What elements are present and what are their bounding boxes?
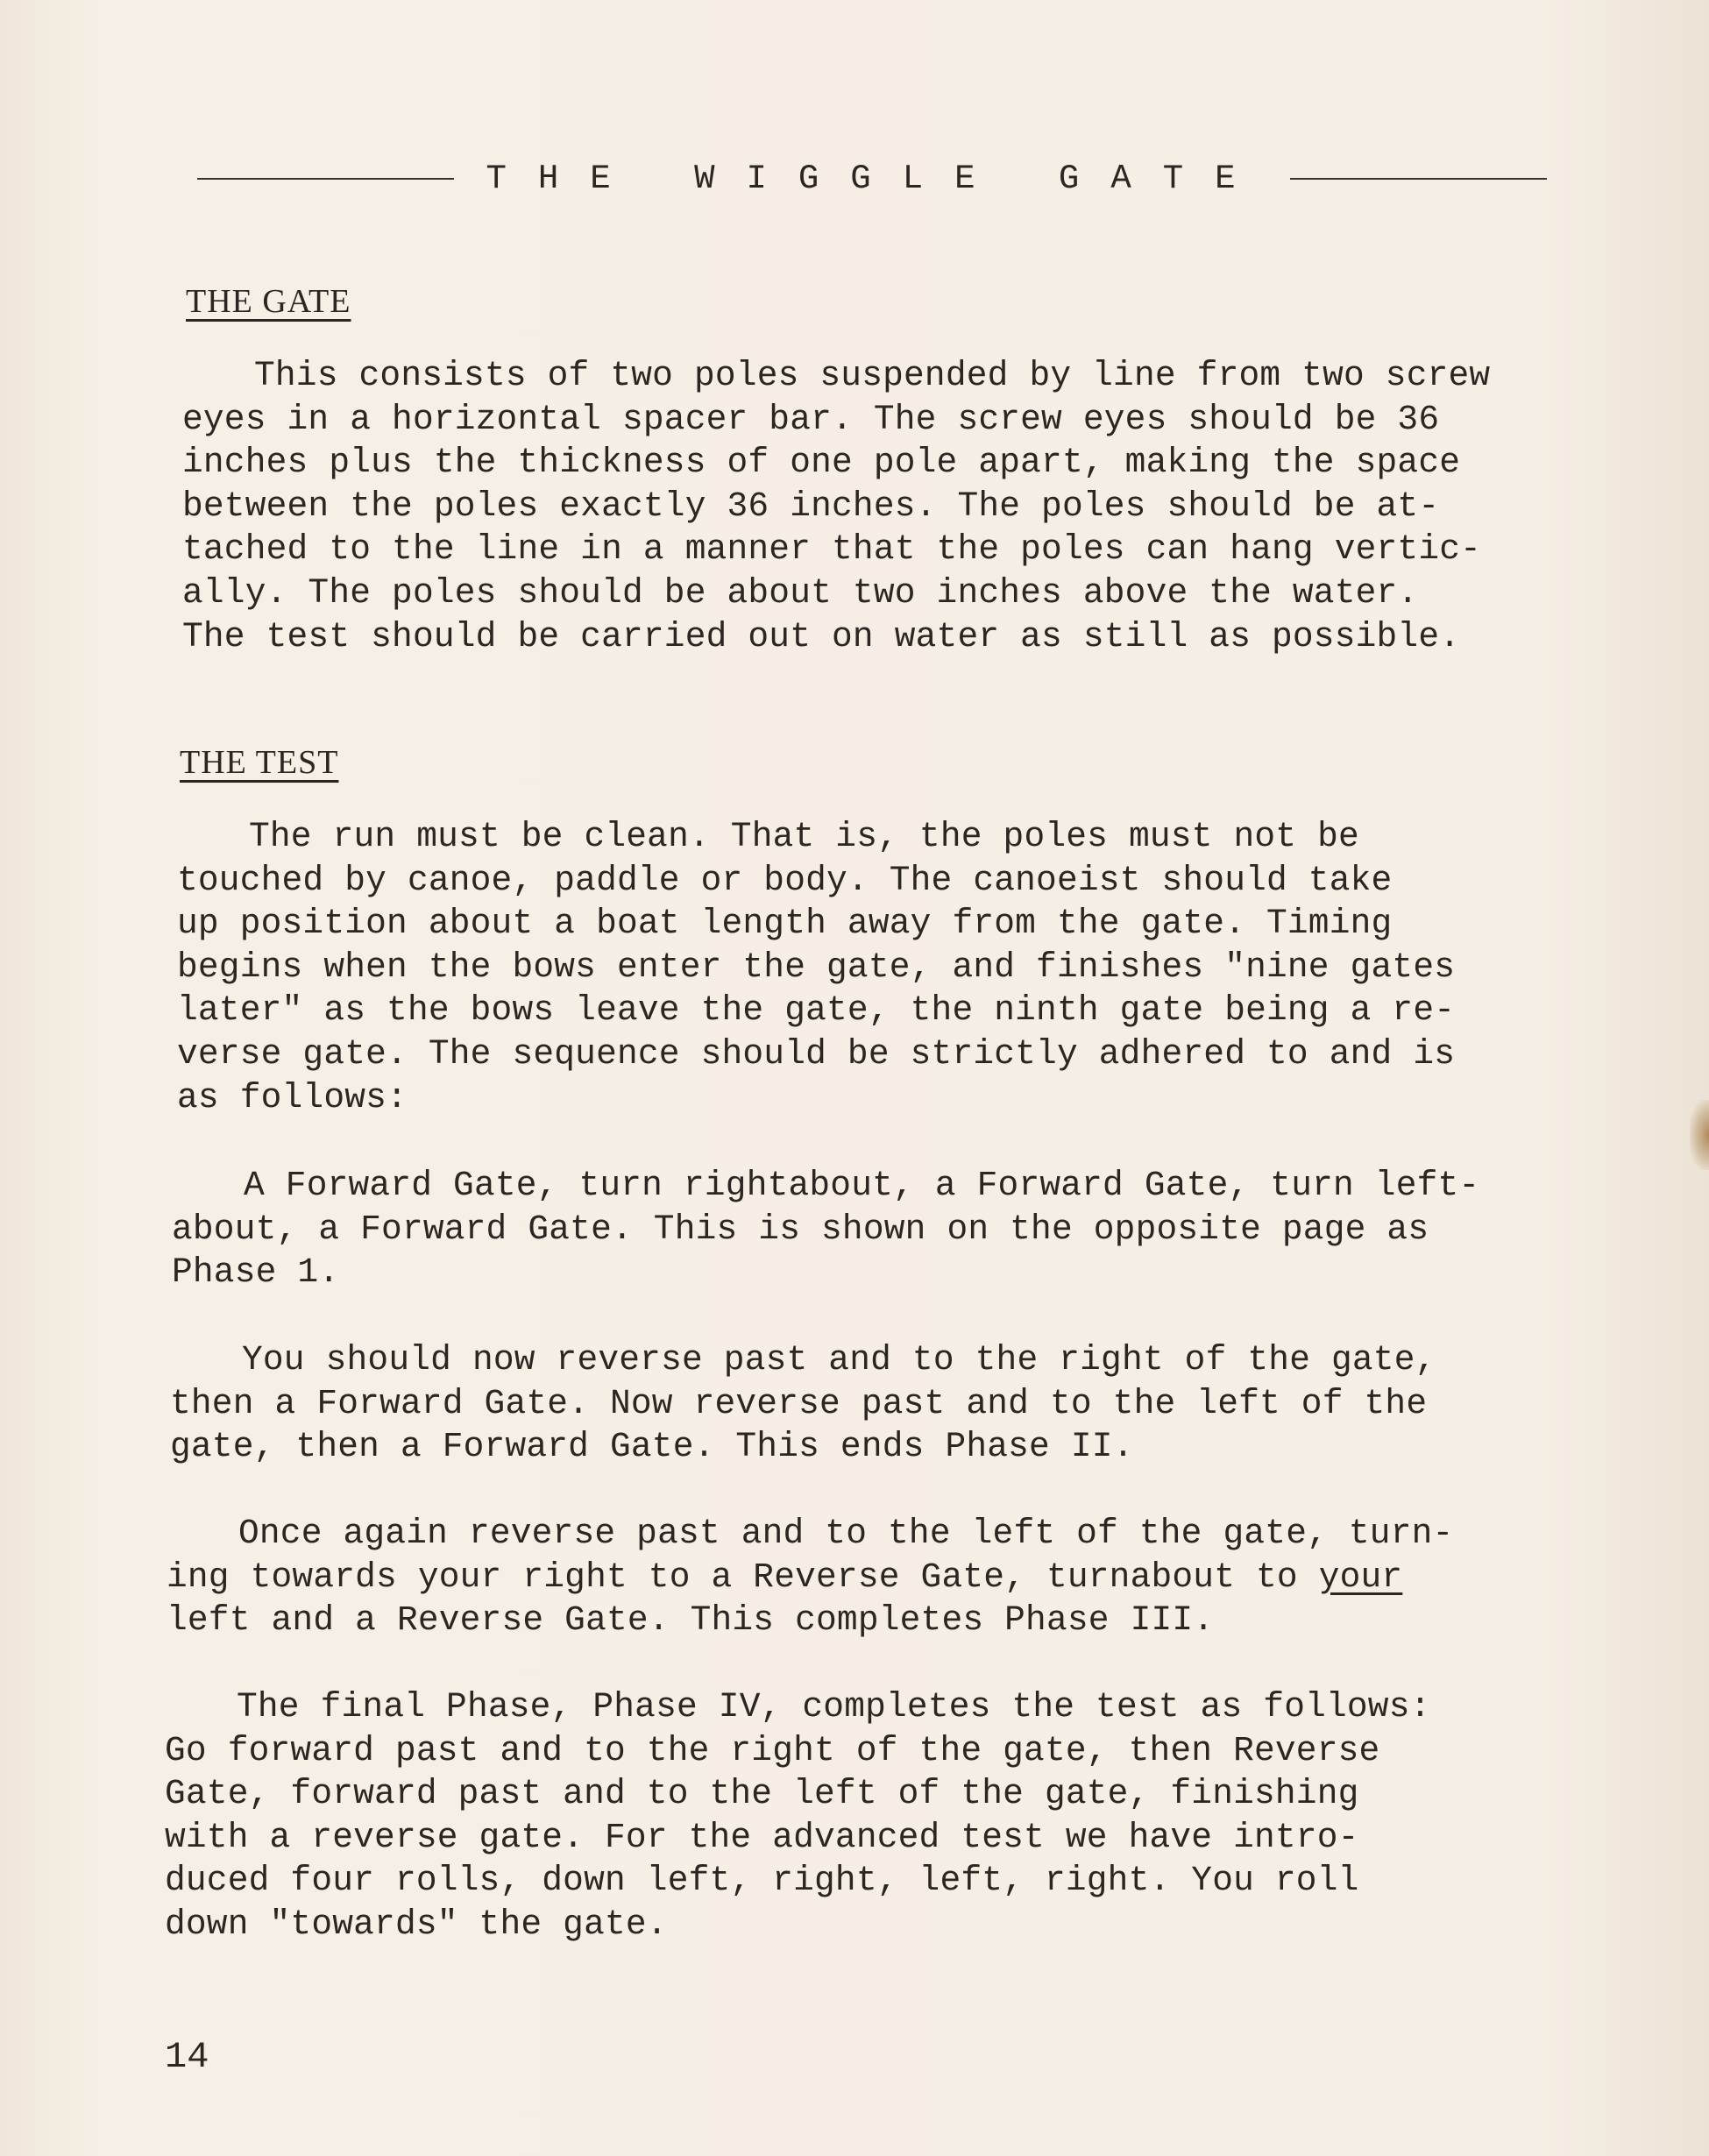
underlined-word: your <box>1318 1557 1403 1597</box>
text-line: verse gate. The sequence should be strictly adhered to and is <box>177 1033 1456 1074</box>
text-line: about, a Forward Gate. This is shown on the opposite page as <box>172 1209 1429 1249</box>
text-line: ally. The poles should be about two inches above the water. <box>182 572 1419 613</box>
text-line: up position about a boat length away from the gate. Timing <box>177 904 1393 944</box>
text-line: later" as the bows leave the gate, the ninth gate being a re- <box>177 990 1456 1031</box>
text-line: Phase 1. <box>172 1252 340 1293</box>
text-line: Once again reverse past and to the left of the gate, turn- <box>238 1514 1454 1553</box>
test-paragraph-phase-4 <box>165 1685 1532 1947</box>
text-line: A Forward Gate, turn rightabout, a Forward Gate, turn left- <box>244 1166 1480 1205</box>
text-line: Gate, forward past and to the left of the gate, finishing <box>165 1774 1359 1814</box>
header-rule-left <box>197 178 454 180</box>
page-header <box>197 160 1547 198</box>
text-line: down "towards" the gate. <box>165 1904 668 1944</box>
test-paragraph-phase-3 <box>167 1512 1534 1642</box>
text-line: left and a Reverse Gate. This completes Phase III. <box>167 1600 1215 1641</box>
text-line: tached to the line in a manner that the poles can hang vertic- <box>182 529 1482 570</box>
text-line <box>167 1556 1534 1599</box>
page-title: THE WIGGLE GATE <box>486 160 1267 198</box>
text-line: eyes in a horizontal spacer bar. The screw eyes should be 36 <box>182 399 1440 439</box>
text-line: Go forward past and to the right of the gate, then Reverse <box>165 1730 1380 1770</box>
text-line: The test should be carried out on water as still as possible. <box>182 616 1461 656</box>
text-line: between the poles exactly 36 inches. The poles should be at- <box>182 486 1440 526</box>
header-rule-right <box>1290 178 1547 180</box>
text-line: inches plus the thickness of one pole apart, making the space <box>182 443 1461 483</box>
text-line: The final Phase, Phase IV, completes the test as follows: <box>237 1687 1431 1727</box>
text-line: begins when the bows enter the gate, and finishes "nine gates <box>177 947 1456 987</box>
test-paragraph-phase-1 <box>172 1164 1539 1294</box>
page-number: 14 <box>165 2036 209 2078</box>
test-paragraph-phase-2 <box>170 1338 1537 1469</box>
section-heading-test: THE TEST <box>180 744 339 781</box>
gate-paragraph <box>182 354 1549 658</box>
text-line: then a Forward Gate. Now reverse past and to the left of the <box>170 1383 1428 1423</box>
text-line: as follows: <box>177 1077 408 1117</box>
test-paragraph-intro <box>177 815 1544 1119</box>
text-line: You should now reverse past and to the right of the gate, <box>242 1340 1436 1379</box>
text-line: duced four rolls, down left, right, left, right. You roll <box>165 1861 1359 1901</box>
paper-stain <box>1690 1100 1709 1170</box>
text-line: The run must be clean. That is, the poles must not be <box>249 817 1359 856</box>
section-heading-gate: THE GATE <box>186 283 351 320</box>
text-segment: ing towards your right to a Reverse Gate, turnabout to <box>167 1557 1319 1597</box>
text-line: with a reverse gate. For the advanced test we have intro- <box>165 1817 1359 1857</box>
text-line: gate, then a Forward Gate. This ends Phase II. <box>170 1427 1134 1467</box>
text-line: This consists of two poles suspended by line from two screw <box>254 356 1491 395</box>
text-line: touched by canoe, paddle or body. The canoeist should take <box>177 860 1393 900</box>
